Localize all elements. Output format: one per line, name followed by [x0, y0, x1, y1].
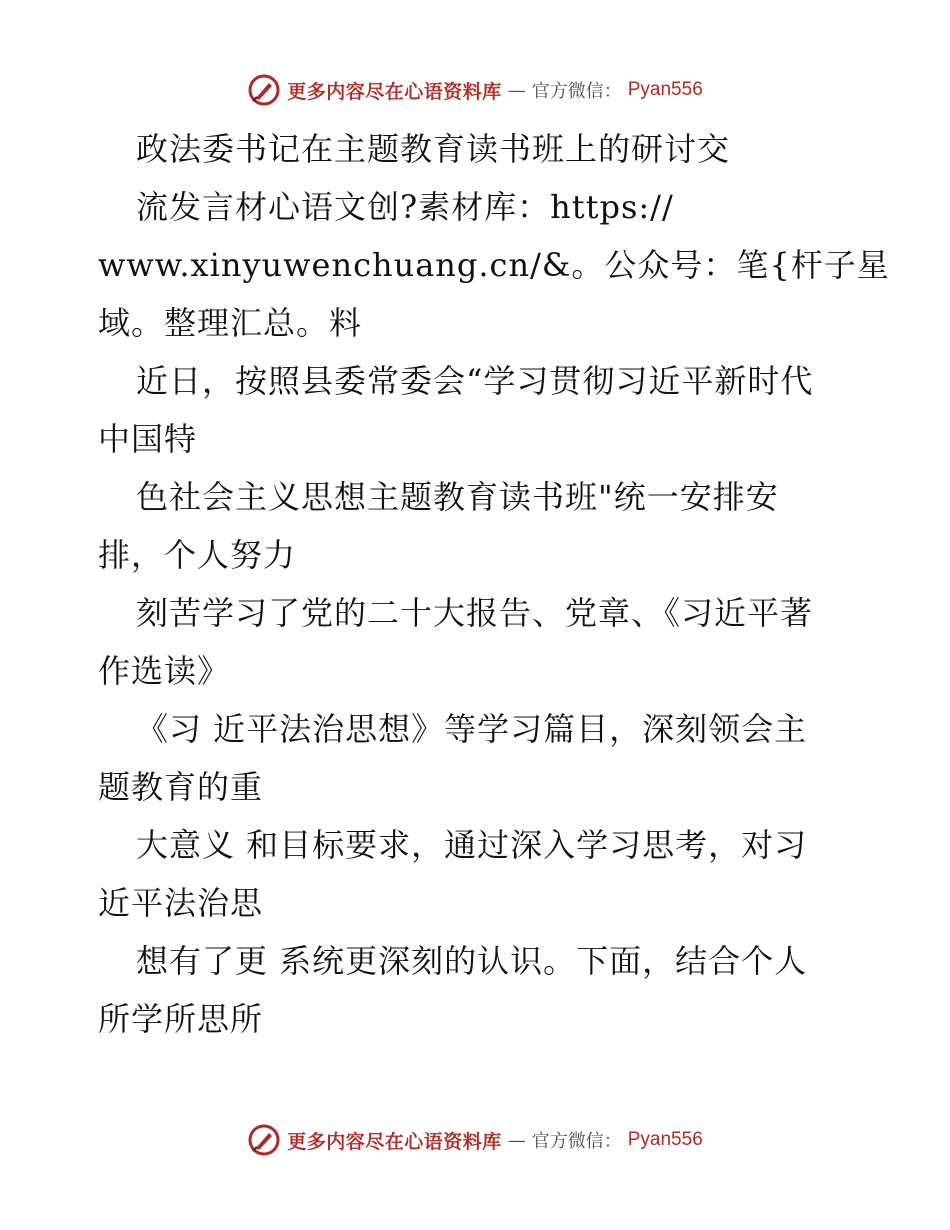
- pen-circle-logo-icon: [247, 73, 281, 107]
- header-brand: 更多内容尽在心语资料库: [287, 80, 502, 103]
- footer-brand: 更多内容尽在心语资料库: [287, 1130, 502, 1153]
- body-line: 排，个人努力: [98, 536, 297, 574]
- header-wechat-id: Pyan556: [627, 79, 703, 100]
- body-line: 近平法治思: [98, 884, 264, 922]
- body-line: 大意义 和目标要求，通过深入学习思考，对习: [136, 826, 808, 864]
- footer-wechat-id: Pyan556: [627, 1129, 703, 1150]
- body-line: 近日，按照县委常委会“学习贯彻习近平新时代: [136, 362, 814, 400]
- body-line: 域。整理汇总。料: [98, 304, 363, 342]
- body-line: www.xinyuwenchuang.cn/&。公众号：笔{杆子星: [98, 246, 890, 284]
- pen-circle-logo-icon: [247, 1123, 281, 1157]
- footer-banner: [0, 1120, 950, 1160]
- body-line: 作选读》: [98, 652, 231, 690]
- body-line: 流发言材心语文创?素材库：https://: [136, 188, 674, 226]
- document-body: [98, 120, 890, 1048]
- body-line: 想有了更 系统更深刻的认识。下面，结合个人: [136, 942, 808, 980]
- footer-dash: —: [507, 1129, 526, 1151]
- body-line: 《习 近平法治思想》等学习篇目，深刻领会主: [136, 710, 808, 748]
- header-wechat-label: 官方微信：: [531, 81, 622, 102]
- body-line: 中国特: [98, 420, 198, 458]
- body-line: 刻苦学习了党的二十大报告、党章、《习近平著: [136, 594, 814, 632]
- body-line: 政法委书记在主题教育读书班上的研讨交: [136, 130, 731, 168]
- body-line: 题教育的重: [98, 768, 264, 806]
- header-banner: [0, 70, 950, 110]
- body-line: 色社会主义思想主题教育读书班"统一安排安: [136, 478, 779, 516]
- footer-wechat-label: 官方微信：: [531, 1131, 622, 1152]
- body-line: 所学所思所: [98, 1000, 264, 1038]
- header-dash: —: [507, 79, 526, 101]
